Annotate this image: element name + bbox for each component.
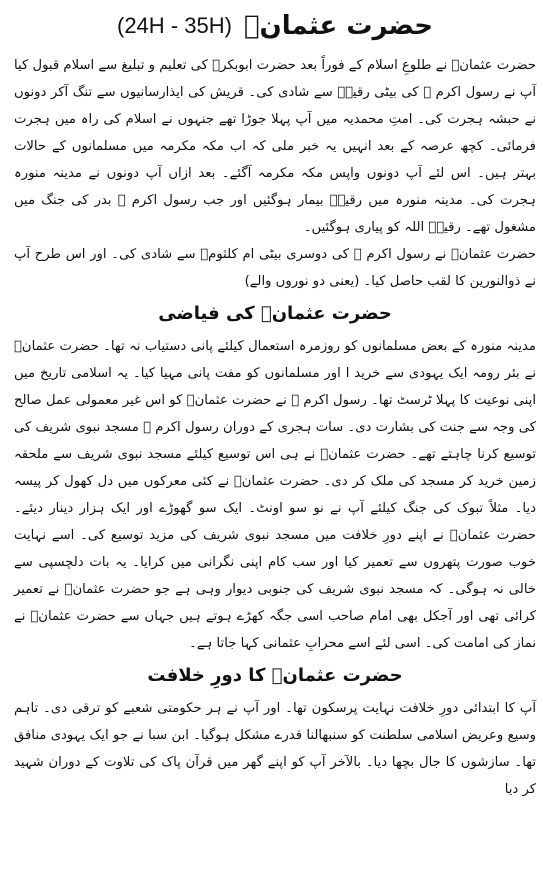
title-urdu: حضرت عثمانؓ: [243, 11, 433, 41]
caliphate-section: [14, 659, 536, 803]
intro-paragraph-1: حضرت عثمانؓ نے طلوعِ اسلام کے فوراً بعد حضرت ابوبکرؓ کی تعلیم و تبلیغ سے اسلام قبول کیا آپ نے رسول اکرم ﷺ کی بیٹی رقیہؓ سے شادی کی۔ قریش کی ایذارسانیوں سے تنگ آکر دونوں نے حبشہ ہجرت کی۔ امتِ محمدیہ میں آپ پہلا جوڑا تھے جنہوں نے اسلام کی راہ میں ہجرت فرمائی۔ کچھ عرصہ کے بعد انہیں یہ خبر ملی کہ اب مکہ مکرمہ میں مسلمانوں کے حالات بہتر ہیں۔ اس لئے آپ دونوں واپس مکہ مکرمہ آگئے۔ بعد ازاں آپ دونوں نے مدینہ منورہ ہجرت کی۔ مدینہ منورہ میں رقیہؓ بیمار ہوگئیں اور جب رسول اکرم ﷺ بدر کی جنگ میں مشغول تھے۔ رقیہؓ اللہ کو پیاری ہوگئیں۔: [14, 58, 536, 235]
generosity-section: [14, 297, 536, 657]
generosity-heading: حضرت عثمانؓ کی فیاضی: [158, 303, 392, 324]
intro-section: [14, 52, 536, 295]
page-title: [14, 4, 536, 48]
caliphate-paragraph: آپ کا ابتدائی دورِ خلافت نہایت پرسکون تھا۔ اور آپ نے ہر حکومتی شعبے کو ترقی دی۔ تاہم وسیع وعریض اسلامی سلطنت کو سنبھالنا قدرے مشکل ہوگیا۔ ابن سبا نے جو ایک یہودی منافق تھا۔ سازشوں کا جال بچھا دیا۔ بالآخر آپ کو اپنے گھر میں قرآن پاک کی تلاوت کے دوران شہید کر دیا: [14, 701, 536, 797]
generosity-paragraph: مدینہ منورہ کے بعض مسلمانوں کو روزمرہ استعمال کیلئے پانی دستیاب نہ تھا۔ حضرت عثمانؓ نے بئر رومہ ایک یہودی سے خرید ا اور مسلمانوں کو مفت پانی مہیا کیا۔ یہ اسلامی تاریخ میں اپنی نوعیت کا پہلا ٹرسٹ تھا۔ رسول اکرم ﷺ نے حضرت عثمانؓ کو اس غیر معمولی عمل صالح کی وجہ سے جنت کی بشارت دی۔ سات ہجری کے دوران رسول اکرم ﷺ مسجد نبوی شریف کی توسیع کرنا چاہتے تھے۔ حضرت عثمانؓ نے ہی اس توسیع کیلئے مسجد نبوی شریف سے ملحقہ زمین خرید کر مسجد کی ملک کر دی۔ حضرت عثمانؓ نے کئی معرکوں میں دل کھول کر پیسہ دیا۔ مثلاً تبوک کی جنگ کیلئے آپ نے نو سو اونٹ۔ ایک سو گھوڑے اور ایک ہزار دینار دیئے۔ حضرت عثمانؓ نے اپنے دورِ خلافت میں مسجد نبوی شریف کی مزید توسیع کی۔ اسے نہایت خوب صورت پتھروں سے تعمیر کیا اور سب کام اپنی نگرانی میں کرایا۔ یہ بات دلچسپی سے خالی نہ ہوگی۔ کہ مسجد نبوی شریف کی جنوبی دیوار وہی ہے جو حضرت عثمانؓ نے تعمیر کرائی تھی اور آجکل بھی امام صاحب اسی جگہ کھڑے ہوتے ہیں جہاں سے حضرت عثمانؓ نے نماز کی امامت کی۔ اسی لئے اسے محرابِ عثمانی کہا جاتا ہے۔: [14, 339, 536, 651]
caliphate-heading: حضرت عثمانؓ کا دورِ خلافت: [147, 665, 403, 686]
intro-paragraph-2: حضرت عثمانؓ نے رسول اکرم ﷺ کی دوسری بیٹی ام کلثومؓ سے شادی کی۔ اور اس طرح آپ نے ذوالنورین کا لقب حاصل کیا۔ (یعنی دو نوروں والے): [14, 247, 536, 289]
title-years: (24H - 35H): [117, 13, 232, 38]
